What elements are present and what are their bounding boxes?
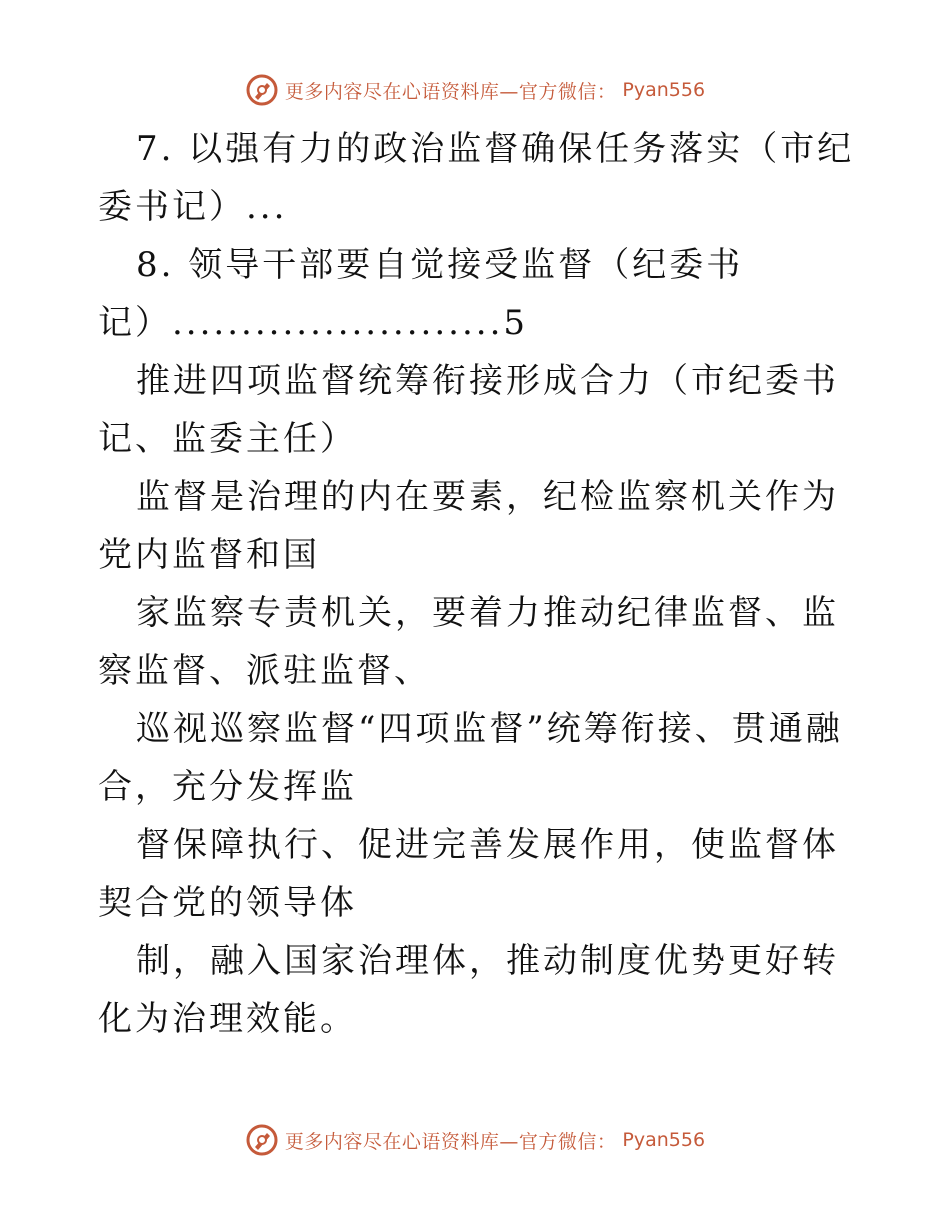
paragraph-3: 巡视巡察监督“四项监督”统筹衔接、贯通融合，充分发挥监 [98,709,843,807]
footer-watermark [0,1120,950,1160]
header-watermark [0,70,950,110]
toc-entry-8: 8. 领导干部要自觉接受监督（纪委书记）........................5 [98,245,744,343]
paragraph-5: 制，融入国家治理体，推动制度优势更好转化为治理效能。 [98,941,839,1039]
document-body [98,120,858,1048]
watermark-wechat-id: Pyan556 [622,79,706,101]
pen-logo-icon [245,73,279,107]
pen-logo-icon [245,1123,279,1157]
watermark-wechat-id: Pyan556 [622,1129,706,1151]
paragraph-4: 督保障执行、促进完善发展作用，使监督体契合党的领导体 [98,825,839,923]
watermark-text: 更多内容尽在心语资料库—官方微信： [284,1130,617,1153]
paragraph-1: 监督是治理的内在要素，纪检监察机关作为党内监督和国 [98,477,839,575]
watermark-text: 更多内容尽在心语资料库—官方微信： [284,80,617,103]
section-title: 推进四项监督统筹衔接形成合力（市纪委书记、监委主任） [98,361,839,459]
toc-entry-7: 7. 以强有力的政治监督确保任务落实（市纪委书记）... [98,129,855,227]
paragraph-2: 家监察专责机关，要着力推动纪律监督、监察监督、派驻监督、 [98,593,839,691]
